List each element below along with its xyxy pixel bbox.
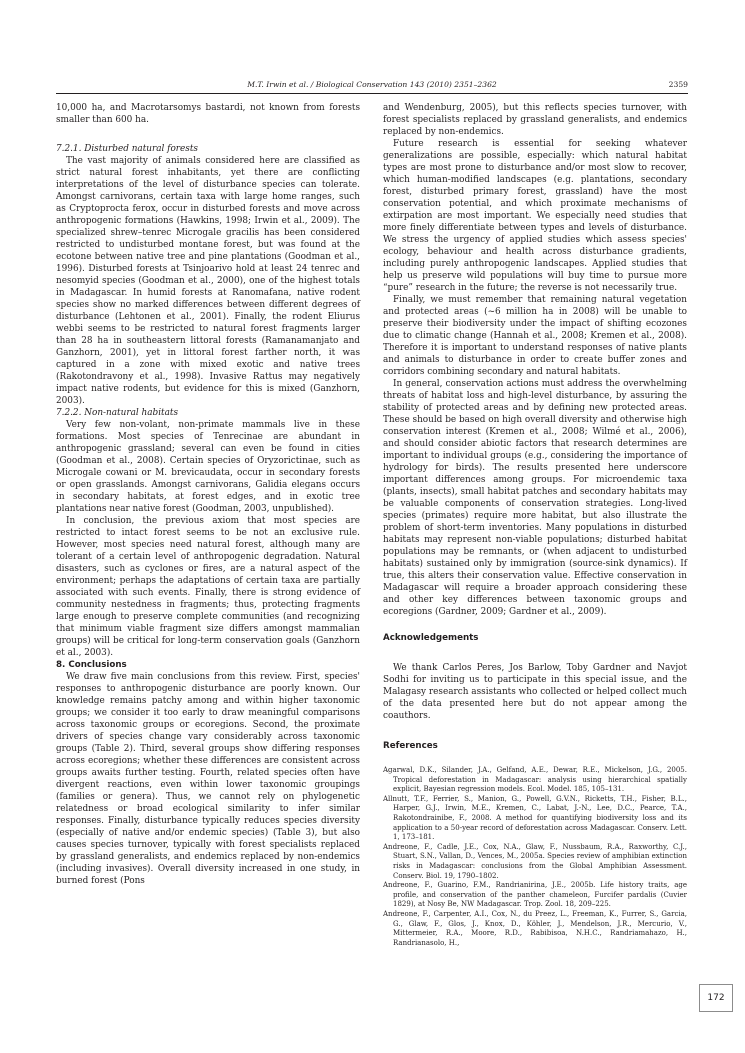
page-number: 2359 bbox=[668, 80, 688, 89]
section-title-acknowledgements: Acknowledgements bbox=[383, 633, 479, 643]
page-counter-label: 172 bbox=[707, 993, 725, 1003]
running-header bbox=[56, 80, 688, 94]
intro-paragraph: 10,000 ha, and Macrotarsomys bastardi, not known from forests smaller than 600 ha. bbox=[56, 103, 360, 125]
journal-citation: M.T. Irwin et al. / Biological Conservation 143 (2010) 2351–2362 bbox=[247, 80, 497, 89]
continued-paragraph: and Wendenburg, 2005), but this reflects species turnover, with forest specialists replaced by grassland generalists, and endemics replaced by non-endemics. bbox=[383, 103, 687, 137]
reference-item: Agarwal, D.K., Silander, J.A., Gelfand, A.E., Dewar, R.E., Mickelson, J.G., 2005. Tropical deforestation in Madagascar: analysis using hierarchical spatially explicit, Bayesian regression models. Ecol. Model. 185, 105–131. bbox=[383, 766, 687, 794]
subsection-title-disturbed: 7.2.1. Disturbed natural forests bbox=[56, 144, 198, 154]
paragraph-acknowledgements: We thank Carlos Peres, Jos Barlow, Toby Gardner and Navjot Sodhi for inviting us to participate in this special issue, and the Malagasy research assistants who collected or helped collect much of the data presented here but do not appear among the coauthors. bbox=[383, 663, 687, 721]
paragraph-protected-areas: Finally, we must remember that remaining natural vegetation and protected areas (~6 million ha in 2008) will be unable to preserve their biodiversity under the impact of shifting ecozones due to climatic change (Hannah et al., 2008; Kremen et al., 2008). Therefore it is important to understand responses of native plants and animals to disturbance in order to create buffer zones and corridors combining secondary and natural habitats. bbox=[383, 295, 687, 377]
paragraph-future-research: Future research is essential for seeking whatever generalizations are possible, especially: which natural habitat types are most prone to disturbance and/or most slow to recover, which human-modified landscapes (e.g. plantations, secondary forest, disturbed primary forest, grassland) have the most conservation potential, and which proximate mechanisms of extirpation are most important. We especially need studies that more finely differentiate between types and levels of disturbance. We stress the urgency of applied studies which assess species' ecology, behaviour and health across disturbance gradients, including purely anthropogenic landscapes. Applied studies that help us preserve wild populations will buy time to pursue more “pure” research in the future; the reverse is not necessarily true. bbox=[383, 139, 687, 293]
paragraph-disturbed-forests: The vast majority of animals considered here are classified as strict natural forest inhabitants, yet there are conflicting interpretations of the level of disturbance species can tolerate. Amongst carnivorans, certain taxa with large home ranges, such as Cryptoprocta ferox, occur in disturbed forests and move across anthropogenic formations (Hawkins, 1998; Irwin et al., 2009). The specialized shrew–tenrec Microgale gracilis has been considered restricted to undisturbed montane forest, but was found at the ecotone between native tree and pine plantations (Goodman et al., 1996). Disturbed forests at Tsinjoarivo hold at least 24 tenrec and nesomyid species (Goodman et al., 2000), one of the highest totals in Madagascar. In humid forests at Ranomafana, native rodent species show no marked differences between different degrees of disturbance (Lehtonen et al., 2001). Finally, the rodent Eliurus webbi seems to be restricted to natural forest fragments larger than 28 ha in southeastern littoral forests (Ramanamanjato and Ganzhorn, 2001), yet in littoral forest farther north, it was captured in a zone with mixed exotic and native trees (Rakotondravony et al., 1998). Invasive Rattus may negatively impact native rodents, but evidence for this is mixed (Ganzhorn, 2003). bbox=[56, 156, 360, 406]
paragraph-conclusions: We draw five main conclusions from this review. First, species' responses to anthropogenic disturbance are poorly known. Our knowledge remains patchy among and within higher taxonomic groups; we consider it too early to draw meaningful comparisons across taxonomic groups or ecoregions. Second, the proximate drivers of species change vary considerably across taxonomic groups (Table 2). Third, several groups show differing responses across ecoregions; whether these differences are consistent across groups awaits further testing. Fourth, related species often have divergent reactions, even within lower taxonomic groupings (families or genera). Thus, we cannot rely on phylogenetic relatedness or broad ecological similarity to infer similar responses. Finally, disturbance typically reduces species diversity (especially of native and/or endemic species) (Table 3), but also causes species turnover, typically with forest specialists replaced by grassland generalists, and endemics replaced by non-endemics (including invasives). Overall diversity increased in one study, in burned forest (Pons bbox=[56, 672, 360, 886]
page-counter-box bbox=[699, 984, 733, 1012]
subsection-title-non-natural: 7.2.2. Non-natural habitats bbox=[56, 408, 179, 418]
reference-item: Andreone, F., Guarino, F.M., Randrianirina, J.E., 2005b. Life history traits, age profile, and conservation of the panther chameleon, Furcifer pardalis (Cuvier 1829), at Nosy Be, NW Madagascar. Trop. Zool. 18, 209–225. bbox=[383, 881, 687, 909]
section-title-conclusions: 8. Conclusions bbox=[56, 660, 127, 670]
references-list bbox=[383, 766, 687, 948]
reference-item: Allnutt, T.F., Ferrier, S., Manion, G., Powell, G.V.N., Ricketts, T.H., Fisher, B.L., Harper, G.J., Irwin, M.E., Kremen, C., Labat, J.-N., Lee, D.C., Pearce, T.A., Rakotondrainibe, F., 2008. A method for quantifying biodiversity loss and its application to a 50-year record of deforestation across Madagascar. Conserv. Lett. 1, 173–181. bbox=[383, 794, 687, 842]
paragraph-non-natural-1: Very few non-volant, non-primate mammals live in these formations. Most species of Tenrecinae are abundant in anthropogenic grassland; several can even be found in cities (Goodman et al., 2008). Certain species of Oryzorictinae, such as Microgale cowani or M. brevicaudata, occur in secondary forests or open grasslands. Amongst carnivorans, Galidia elegans occurs in secondary habitats, at forest edges, and in exotic tree plantations near native forest (Goodman, 2003, unpublished). bbox=[56, 420, 360, 514]
reference-item: Andreone, F., Carpenter, A.I., Cox, N., du Preez, L., Freeman, K., Furrer, S., Garcia, G., Glaw, F., Glos, J., Knox, D., Köhler, J., Mendelson, J.R., Mercurio, V., Mittermeier, R.A., Moore, R.D., Rabibisoa, N.H.C., Randriamahazo, H., Randrianasolo, H., bbox=[383, 909, 687, 947]
paragraph-non-natural-2: In conclusion, the previous axiom that most species are restricted to intact forest seems to be not an exclusive rule. However, most species need natural forest, although many are tolerant of a certain level of anthropogenic degradation. Natural disasters, such as cyclones or fires, are a natural aspect of the environment; perhaps the adaptations of certain taxa are partially associated with such events. Finally, there is strong evidence of community nestedness in fragments; thus, protecting fragments large enough to preserve complete communities (and recognizing that minimum viable fragment size differs amongst mammalian groups) will be critical for long-term conservation goals (Ganzhorn et al., 2003). bbox=[56, 516, 360, 658]
paragraph-conservation-actions: In general, conservation actions must address the overwhelming threats of habitat loss and high-level disturbance, by assuring the stability of protected areas and by defining new protected areas. These should be based on high overall diversity and otherwise high conservation interest (Kremen et al., 2008; Wilmé et al., 2006), and should consider abiotic factors that research determines are important to individual groups (e.g., considering the importance of hydrology for birds). The results presented here underscore important differences among groups. For microendemic taxa (plants, insects), small habitat patches and secondary habitats may be valuable components of conservation strategies. Long-lived species (primates) require more habitat, but also illustrate the problem of short-term inventories. Many populations in disturbed habitats may represent non-viable populations; disturbed habitat populations may be remnants, or (when adjacent to undisturbed habitats) sustained only by immigration (source-sink dynamics). If true, this alters their conservation value. Effective conservation in Madagascar will require a broader approach considering these and other key differences between taxonomic groups and ecoregions (Gardner, 2009; Gardner et al., 2009). bbox=[383, 379, 687, 617]
reference-item: Andreone, F., Cadle, J.E., Cox, N.A., Glaw, F., Nussbaum, R.A., Raxworthy, C.J., Stuart, S.N., Vallan, D., Vences, M., 2005a. Species review of amphibian extinction risks in Madagascar: conclusions from the Global Amphibian Assessment. Conserv. Biol. 19, 1790–1802. bbox=[383, 842, 687, 880]
right-column bbox=[383, 102, 687, 948]
section-title-references: References bbox=[383, 741, 438, 751]
left-column bbox=[56, 102, 360, 887]
header-rule bbox=[56, 93, 688, 94]
